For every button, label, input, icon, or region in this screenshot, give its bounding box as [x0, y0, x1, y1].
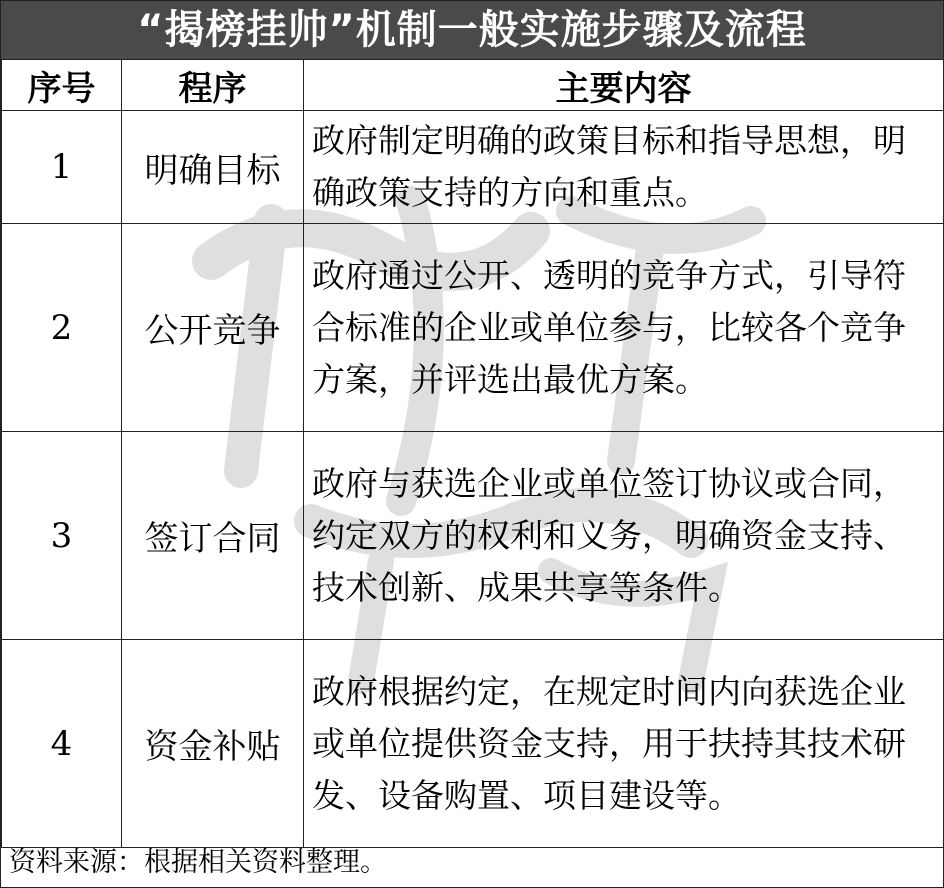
row-procedure: 签订合同 — [122, 432, 304, 640]
row-number: 3 — [2, 432, 122, 640]
table-header-row — [2, 60, 944, 111]
process-table — [1, 59, 944, 848]
row-content: 政府与获选企业或单位签订协议或合同，约定双方的权利和义务，明确资金支持、技术创新、成果共享等条件。 — [304, 432, 944, 640]
table-row — [2, 224, 944, 432]
row-content: 政府根据约定，在规定时间内向获选企业或单位提供资金支持，用于扶持其技术研发、设备购置、项目建设等。 — [304, 640, 944, 848]
row-content: 政府制定明确的政策目标和指导思想，明确政策支持的方向和重点。 — [304, 111, 944, 224]
header-number: 序号 — [2, 60, 122, 111]
row-procedure: 公开竞争 — [122, 224, 304, 432]
row-number: 2 — [2, 224, 122, 432]
header-content: 主要内容 — [304, 60, 944, 111]
table-row — [2, 640, 944, 848]
table-row — [2, 432, 944, 640]
table-row — [2, 111, 944, 224]
table-title: “揭榜挂帅”机制一般实施步骤及流程 — [1, 1, 943, 59]
row-number: 4 — [2, 640, 122, 848]
row-procedure: 资金补贴 — [122, 640, 304, 848]
row-content: 政府通过公开、透明的竞争方式，引导符合标准的企业或单位参与，比较各个竞争方案，并评选出最优方案。 — [304, 224, 944, 432]
row-procedure: 明确目标 — [122, 111, 304, 224]
header-procedure: 程序 — [122, 60, 304, 111]
row-number: 1 — [2, 111, 122, 224]
source-note: 资料来源：根据相关资料整理。 — [9, 847, 387, 878]
